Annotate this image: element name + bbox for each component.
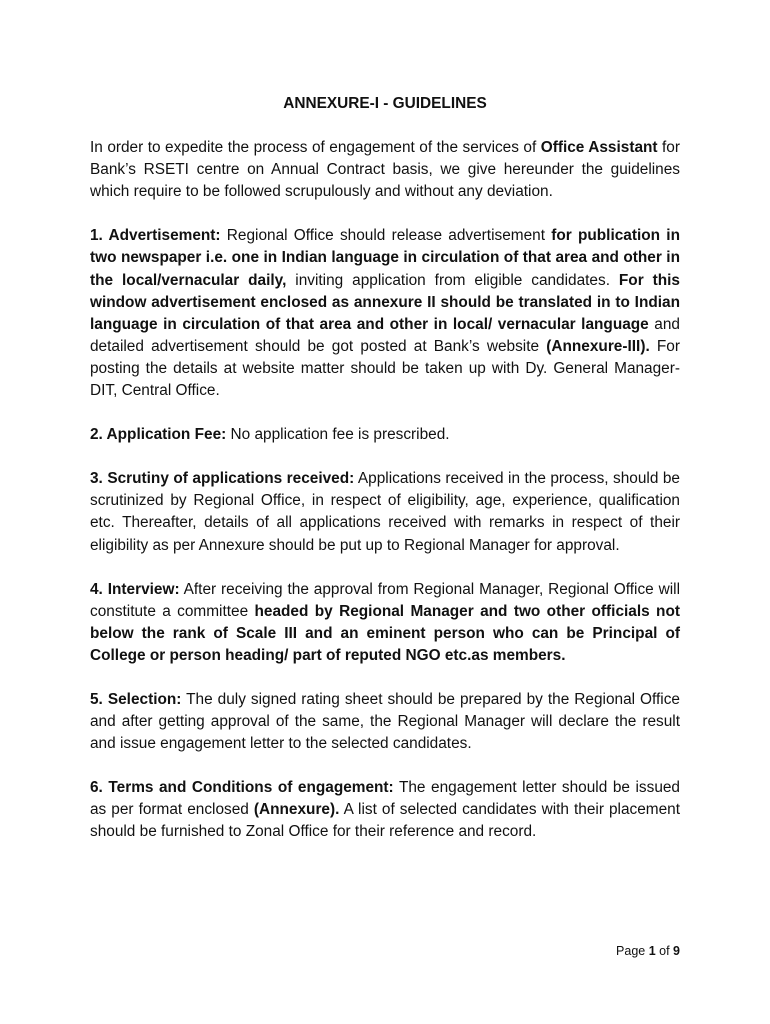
section-interview: 4. Interview: After receiving the approval from Regional Manager, Regional Office will constitute a committee headed by Regional Manager and two other officials not below the rank of Scale III and an eminent person who can be Principal of College or person heading/ part of reputed NGO etc.as members. <box>90 580 680 664</box>
page-title: ANNEXURE-I - GUIDELINES <box>283 95 487 112</box>
section-heading: 6. Terms and Conditions of engagement: <box>90 779 394 797</box>
intro-paragraph: In order to expedite the process of engagement of the services of Office Assistant for Bank’s RSETI centre on Annual Contract basis, we give hereunder the guidelines which require to be followed scrupulously and without any deviation. <box>90 139 680 201</box>
section-advertisement: 1. Advertisement: Regional Office should release advertisement for publication in two newspaper i.e. one in Indian language in circulation of that area and other in the local/vernacular daily, inviting application from eligible candidates. For this window advertisement enclosed as annexure II should be translated in to Indian language in circulation of that area and other in local/ vernacular language and detailed advertisement should be got posted at Bank’s website (Annexure-III). For posting the details at website matter should be taken up with Dy. General Manager-DIT, Central Office. <box>90 227 680 400</box>
section-heading: 2. Application Fee: <box>90 426 227 444</box>
section-scrutiny: 3. Scrutiny of applications received: Applications received in the process, should be scrutinized by Regional Office, in respect of eligibility, age, experience, qualification etc. Thereafter, details of all applications received with remarks in respect of their eligibility as per Annexure should be put up to Regional Manager for approval. <box>90 470 680 554</box>
section-terms-conditions: 6. Terms and Conditions of engagement: The engagement letter should be issued as per format enclosed (Annexure). A list of selected candidates with their placement should be furnished to Zonal Office for their reference and record. <box>90 779 680 841</box>
section-heading: 1. Advertisement: <box>90 227 221 245</box>
section-heading: 3. Scrutiny of applications received: <box>90 470 355 488</box>
section-heading: 5. Selection: <box>90 690 182 708</box>
document-body <box>90 93 680 866</box>
section-selection: 5. Selection: The duly signed rating sheet should be prepared by the Regional Office and after getting approval of the same, the Regional Manager will declare the result and issue engagement letter to the selected candidates. <box>90 690 680 753</box>
section-application-fee: 2. Application Fee: No application fee is prescribed. <box>90 426 450 444</box>
page-number: Page 1 of 9 <box>616 944 680 958</box>
section-heading: 4. Interview: <box>90 580 180 598</box>
